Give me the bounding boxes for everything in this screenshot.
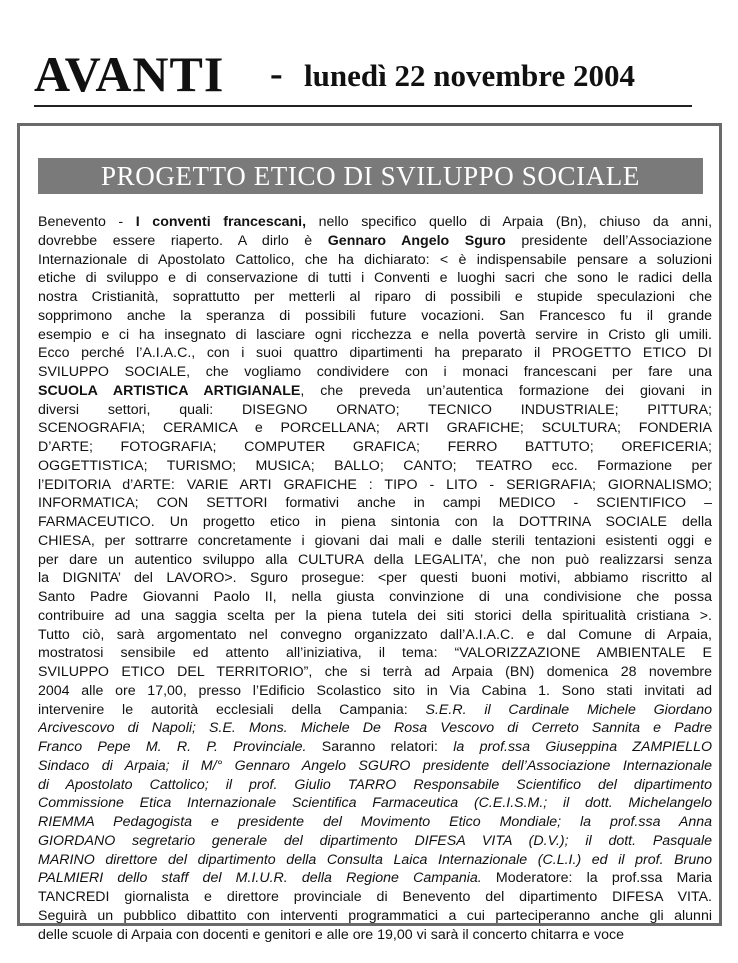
masthead-rule [34,105,692,107]
article-line [38,719,712,738]
article-line [38,738,712,757]
text-run: D’ARTE; FOTOGRAFIA; COMPUTER GRAFICA; FERRO BATTUTO; OREFICERIA; [38,439,712,455]
article-line [38,326,712,345]
article-line [38,663,712,682]
article-line [38,607,712,626]
article-line [38,307,712,326]
italic-text: Arcivescovo di Napoli; S.E. Mons. Michele De Rosa Vescovo di Cerreto Sannita e Padre [38,720,712,737]
article-line [38,344,712,363]
italic-text: di Apostolato Cattolico; il prof. Giulio TARRO Responsabile Scientifico del dipartimento [38,776,712,793]
text-run: sopprimono anche la speranza di possibili future vocazioni. San Francesco fu il grande [38,307,712,324]
text-run: Tutto ciò, sarà argomentato nel convegno organizzato dall’A.I.A.C. e dal Comune di Arpaia, [38,626,712,643]
italic-text: RIEMMA Pedagogista e presidente del Movimento Etico Mondiale; la prof.ssa Anna [38,814,712,830]
text-run: dovrebbe essere riaperto. A dirlo è [38,232,328,249]
article-line [38,926,712,945]
article-line [38,494,712,513]
italic-text: MARINO direttore del dipartimento della Consulta Laica Internazionale (C.L.I.) ed il prof. Bruno [38,851,712,868]
article-line [38,251,712,270]
article-line [38,869,712,888]
article-line [38,363,712,382]
text-run: 2004 alle ore 17,00, presso l’Edificio Scolastico sito in Via Cabina 1. Sono stati invitati ad [38,682,712,699]
article-line [38,419,712,438]
text-run: Santo Padre Giovanni Paolo II, nella giusta convinzione di una condivisione che possa [38,589,712,605]
text-run: nostra Cristianità, soprattutto per metterli al riparo di possibili e stupide speculazioni che [38,289,712,305]
text-run: intervenire le autorità ecclesiali della Campania: [38,701,426,718]
article-body [38,213,712,944]
text-run: FARMACEUTICO. Un progetto etico in piena sintonia con la DOTTRINA SOCIALE della [38,514,712,530]
text-run: Seguirà un pubblico dibattito con interventi programmatici a cui parteciperanno anche gli alunni [38,907,712,924]
text-run: diversi settori, quali: DISEGNO ORNATO; TECNICO INDUSTRIALE; PITTURA; [38,401,712,418]
text-run: delle scuole di Arpaia con docenti e genitori e alle ore 19,00 vi sarà il concerto chitarra e voce [38,926,624,943]
bold-text: SCUOLA ARTISTICA ARTIGIANALE [38,382,301,399]
newspaper-name: AVANTI [34,46,225,102]
text-run: Moderatore: la prof.ssa Maria [481,870,712,887]
article-line [38,476,712,495]
article-line [38,551,712,570]
text-run: nello specifico quello di Arpaia (Bn), chiuso da anni, [306,214,712,230]
article-line [38,213,712,232]
article-line [38,438,712,457]
article-line [38,513,712,532]
text-run: per dare un autentico sviluppo alla CULTURA della LEGALITA’, che non può realizzarsi senza [38,551,712,568]
italic-text: PALMIERI dello staff del M.I.U.R. della Regione Campania. [38,870,482,887]
italic-text: la prof.ssa Giuseppina ZAMPIELLO [453,739,712,755]
article-line [38,851,712,870]
article-line [38,832,712,851]
article-line [38,532,712,551]
text-run: SVILUPPO ETICO DEL TERRITORIO”, che si terrà ad Arpaia (BN) domenica 28 novembre [38,664,712,680]
text-run: la DIGNITA’ del LAVORO>. Sguro prosegue: <per questi buoni motivi, abbiamo riscritto al [38,570,712,587]
article-line [38,401,712,420]
masthead-dash: - [270,53,283,95]
italic-text: GIORDANO segretario generale del dipartimento DIFESA VITA (D.V.); il dott. Pasquale [38,832,712,849]
article-line [38,757,712,776]
text-run: SCENOGRAFIA; CERAMICA e PORCELLANA; ARTI GRAFICHE; SCULTURA; FONDERIA [38,420,712,437]
article-line [38,776,712,795]
italic-text: Commissione Etica Internazionale Scientifica Farmaceutica (C.E.I.S.M.; il dott. Michelangelo [38,795,712,812]
article-line [38,569,712,588]
article-line [38,813,712,832]
article-line [38,682,712,701]
article-line [38,232,712,251]
text-run: CHIESA, per sottrarre concretamente i giovani dai mali e dalle sterili tentazioni esistenti oggi e [38,532,712,549]
article-line [38,588,712,607]
article-line [38,701,712,720]
text-run: OGGETTISTICA; TURISMO; MUSICA; BALLO; CANTO; TEATRO ecc. Formazione per [38,457,712,474]
text-run: contribuire ad una saggia scelta per la piena tutela dei siti storici della spiritualità cristiana >. [38,607,712,624]
italic-text: Franco Pepe M. R. P. Provinciale. [38,739,307,755]
publication-date: lunedì 22 novembre 2004 [304,58,635,93]
article-line [38,288,712,307]
article-line [38,888,712,907]
text-run: Saranno relatori: [306,739,454,755]
article-line [38,457,712,476]
text-run: Ecco perché l’A.I.A.C., con i suoi quattro dipartimenti ha preparato il PROGETTO ETICO DI [38,345,712,362]
bold-text: Gennaro Angelo Sguro [327,232,506,249]
text-run: TANCREDI giornalista e direttore provinciale di Benevento del dipartimento DIFESA VITA. [38,889,712,905]
italic-text: Sindaco di Arpaia; il M/° Gennaro Angelo SGURO presidente dell’Associazione Internazionale [38,757,712,774]
italic-text: S.E.R. il Cardinale Michele Giordano [425,701,712,718]
text-run: etiche di sviluppo e di conservazione di tutti i Conventi e luoghi sacri che sono le radici della [38,270,712,287]
text-run: esempio e ci ha insegnato di lasciare ogni ricchezza e nella povertà servire in Cristo gli umili. [38,326,712,343]
article-line [38,644,712,663]
article-line [38,382,712,401]
article-line [38,794,712,813]
text-run: presidente dell’Associazione [505,232,712,249]
masthead [30,46,710,106]
text-run: mostratosi sensibile ed attento all’iniziativa, il tema: “VALORIZZAZIONE AMBIENTALE E [38,645,712,662]
article-line [38,907,712,926]
article-line [38,626,712,645]
text-run: INFORMATICA; CON SETTORI formativi anche in campi MEDICO - SCIENTIFICO – [38,495,712,512]
article-line [38,269,712,288]
bold-text: I conventi francescani, [135,214,307,230]
text-run: Benevento - [38,214,136,230]
article-title-banner: PROGETTO ETICO DI SVILUPPO SOCIALE [38,158,703,194]
text-run: l’EDITORIA d’ARTE: VARIE ARTI GRAFICHE : TIPO - LITO - SERIGRAFIA; GIORNALISMO; [38,476,712,493]
text-run: , che preveda un’autentica formazione dei giovani in [300,382,712,399]
text-run: Internazionale di Apostolato Cattolico, che ha dichiarato: < è indispensabile pensare a soluzioni [38,251,712,268]
text-run: SVILUPPO SOCIALE, che vogliamo condividere con i monaci francescani per fare una [38,364,712,380]
